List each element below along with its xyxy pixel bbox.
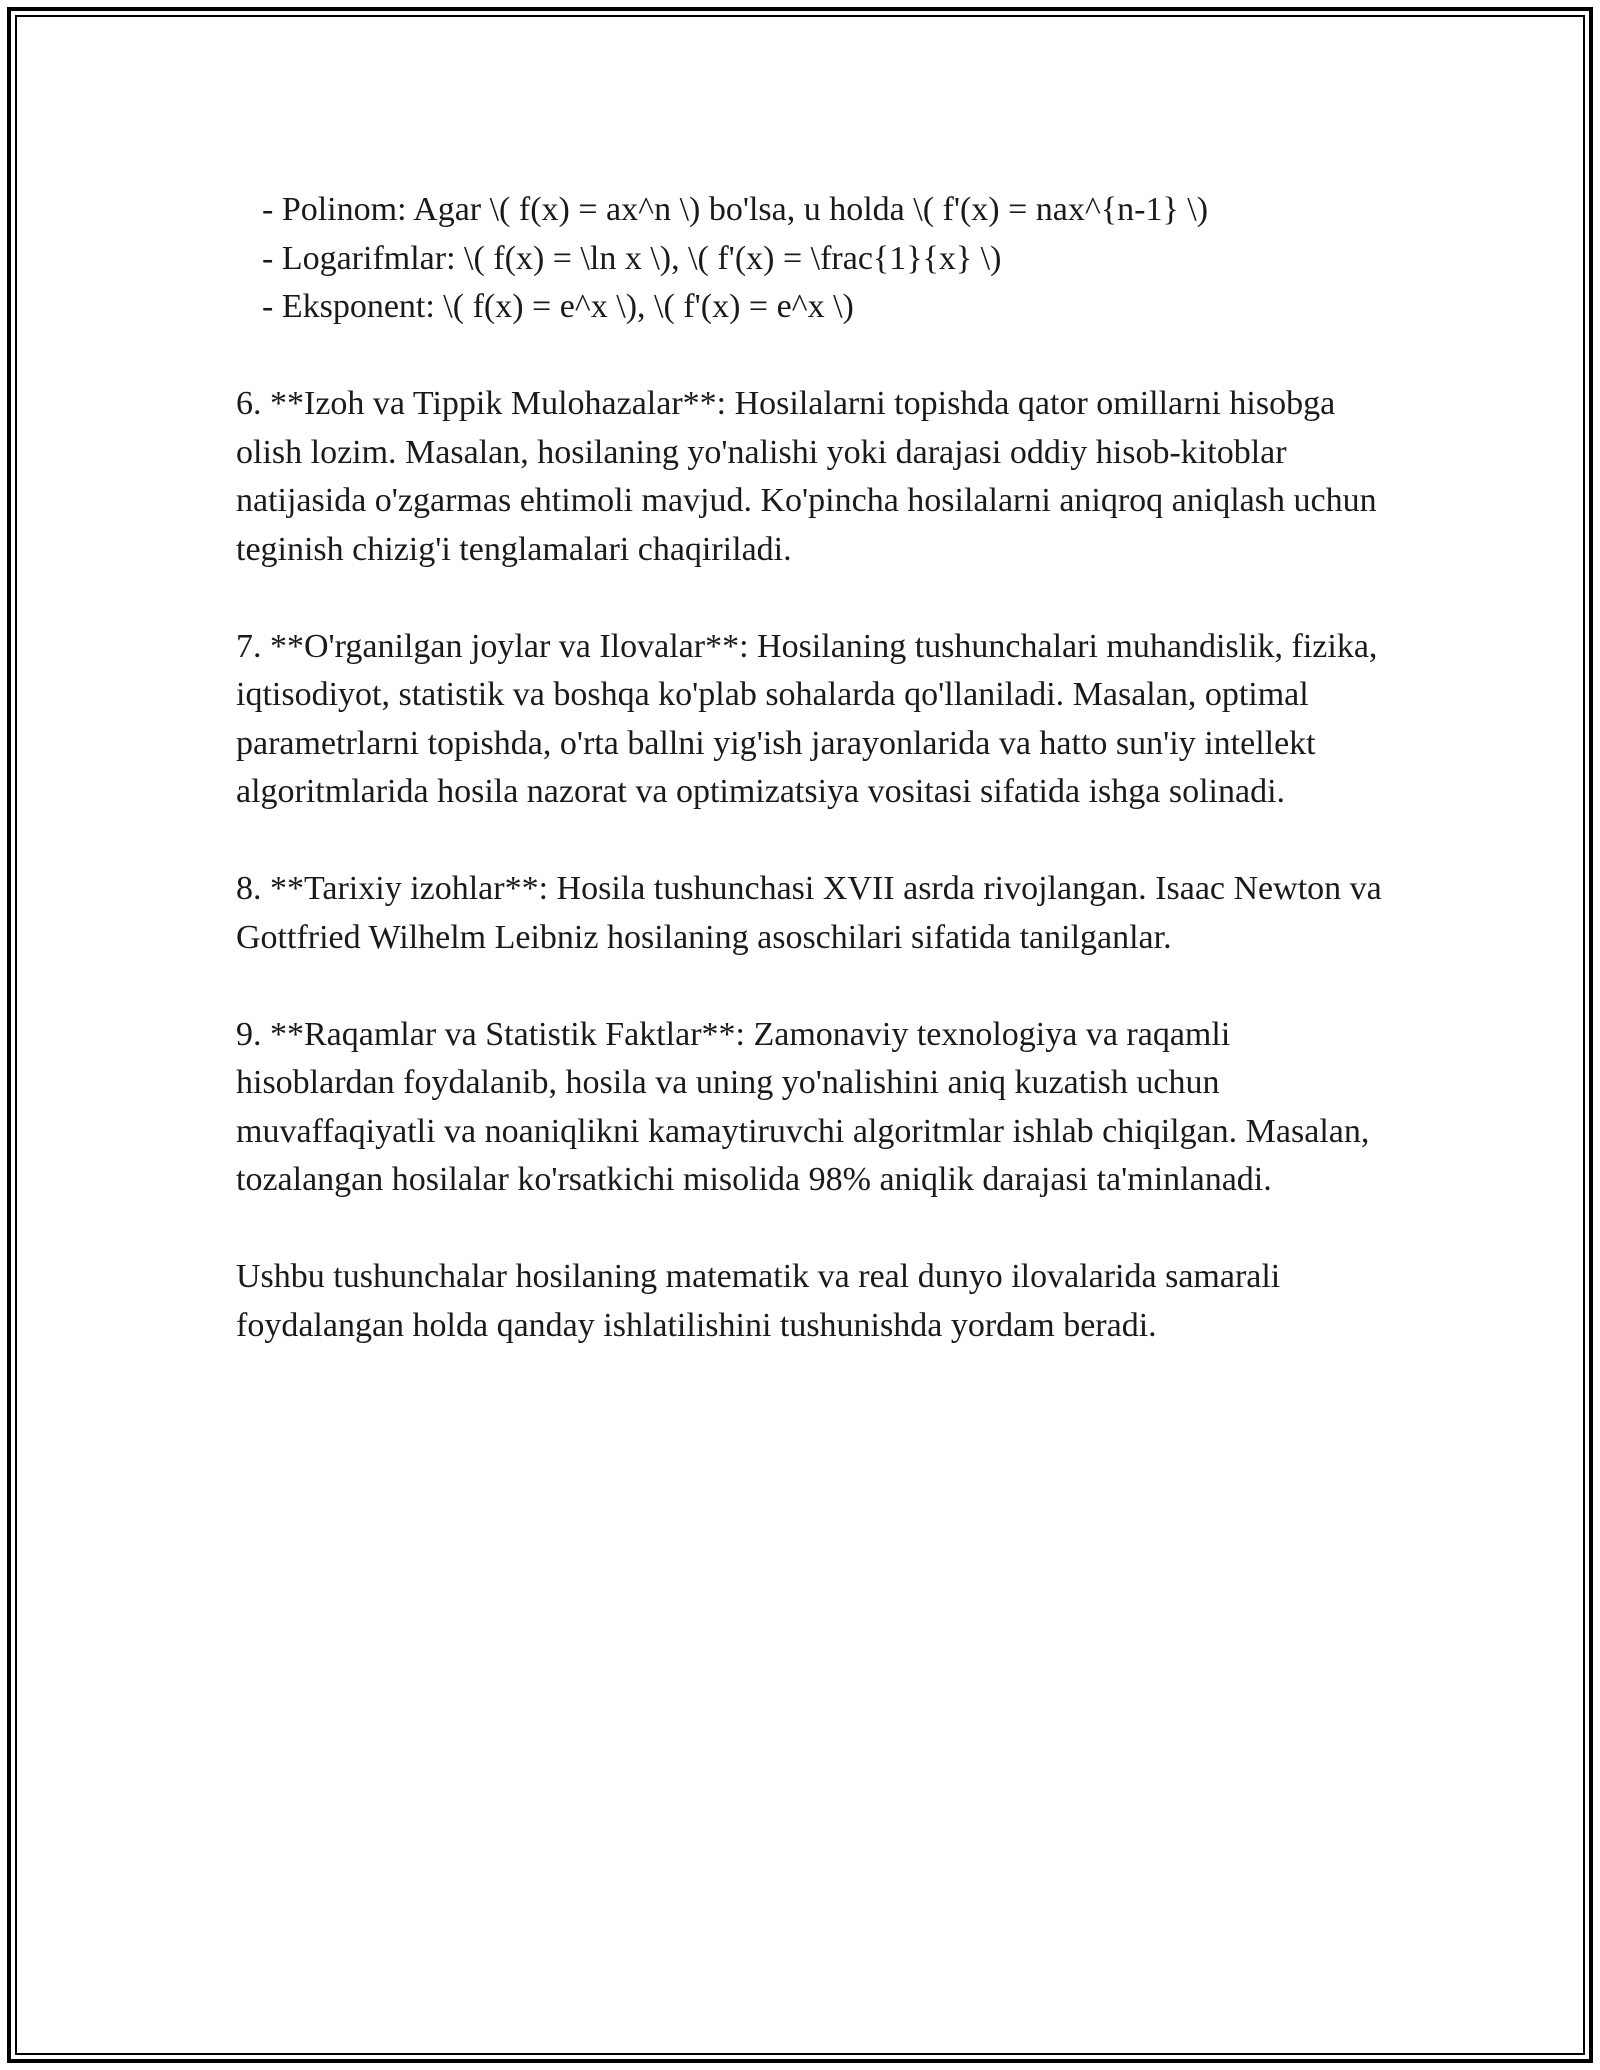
formula-list [236,186,1386,332]
paragraph-8-tarixiy: 8. **Tarixiy izohlar**: Hosila tushunchasi XVII asrda rivojlangan. Isaac Newton va Gottfried Wilhelm Leibniz hosilaning asoschilari sifatida tanilganlar. [236,870,1382,956]
formula-item-logarifmlar: - Logarifmlar: \( f(x) = \ln x \), \( f'(x) = \frac{1}{x} \) [262,239,1002,277]
paragraph-conclusion: Ushbu tushunchalar hosilaning matematik va real dunyo ilovalarida samarali foydalangan holda qanday ishlatilishini tushunishda yordam beradi. [236,1258,1281,1344]
paragraph-6-izoh: 6. **Izoh va Tippik Mulohazalar**: Hosilalarni topishda qator omillarni hisobga olish lozim. Masalan, hosilaning yo'nalishi yoki darajasi oddiy hisob-kitoblar natijasida o'zgarmas ehtimoli mavjud. Ko'pincha hosilalarni aniqroq aniqlash uchun teginish chizig'i tenglamalari chaqiriladi. [236,385,1377,568]
document-body [236,186,1386,1399]
paragraph-7-ilovalar: 7. **O'rganilgan joylar va Ilovalar**: Hosilaning tushunchalari muhandislik, fizika, iqtisodiyot, statistik va boshqa ko'plab sohalarda qo'llaniladi. Masalan, optimal parametrlarni topishda, o'rta ballni yig'ish jarayonlarida va hatto sun'iy intellekt algoritmlarida hosila nazorat va optimizatsiya vositasi sifatida ishga solinadi. [236,627,1378,810]
formula-item-polinom: - Polinom: Agar \( f(x) = ax^n \) bo'lsa, u holda \( f'(x) = nax^{n-1} \) [262,191,1209,228]
formula-item-eksponent: - Eksponent: \( f(x) = e^x \), \( f'(x) = e^x \) [262,288,854,325]
paragraph-9-raqamlar: 9. **Raqamlar va Statistik Faktlar**: Zamonaviy texnologiya va raqamli hisoblardan foydalanib, hosila va uning yo'nalishini aniq kuzatish uchun muvaffaqiyatli va noaniqlikni kamaytiruvchi algoritmlar ishlab chiqilgan. Masalan, tozalangan hosilalar ko'rsatkichi misolida 98% aniqlik darajasi ta'minlanadi. [236,1015,1370,1198]
